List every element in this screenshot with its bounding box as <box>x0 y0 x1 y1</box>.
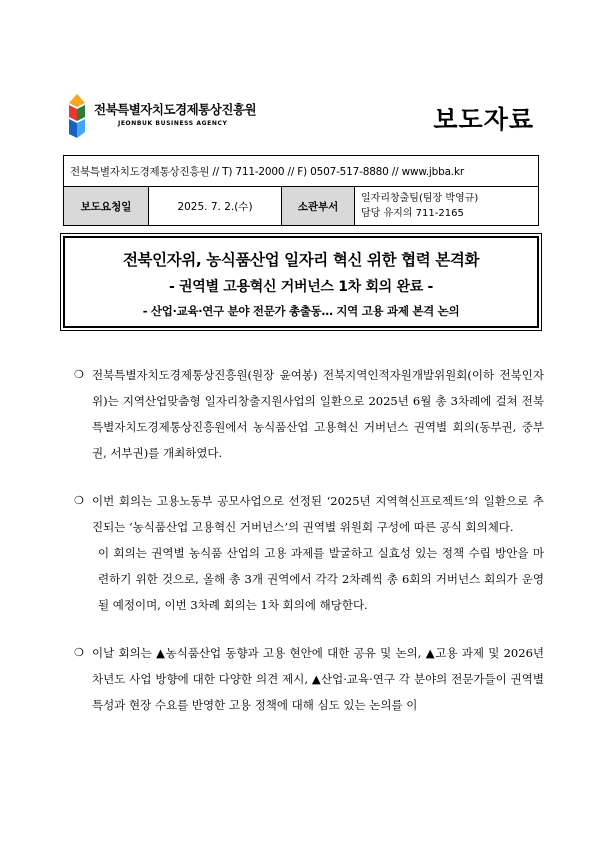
department-label: 소관부서 <box>282 187 355 226</box>
document-type-title: 보도자료 <box>433 105 534 134</box>
headline: 전북인자위, 농식품산업 일자리 혁신 위한 협력 본격화 <box>122 251 480 269</box>
paragraph-1-text: 전북특별자치도경제통상진흥원(원장 윤여봉) 전북지역인적자원개발위원회(이하 전북인자위)는 지역산업맞춤형 일자리창출지원사업의 일환으로 2025년 6월 총 3차례에 걸쳐 전북특별자치도경제통상진흥원에서 농식품산업 고용혁신 거버넌스 권역별 회의(동부권, 중부권, 서부권)를 개최하였다. <box>92 368 544 460</box>
org-english-name: JEONBUK BUSINESS AGENCY <box>118 120 228 127</box>
request-date-value: 2025. 7. 2.(수) <box>149 187 282 226</box>
paragraph-2 <box>74 488 544 618</box>
circle-bullet-icon: ❍ <box>74 494 84 507</box>
department-value <box>355 187 539 226</box>
sub-subheadline: - 산업·교육·연구 분야 전문가 총출동… 지역 고용 과제 본격 논의 <box>142 304 460 318</box>
circle-bullet-icon: ❍ <box>74 368 84 381</box>
paragraph-2-text: 이번 회의는 고용노동부 공모사업으로 선정된 ‘2025년 지역혁신프로젝트’의 일환으로 추진되는 ‘농식품산업 고용혁신 거버넌스’의 권역별 위원회 구성에 따른 공식 회의체다. <box>92 494 544 534</box>
org-name: 전북특별자치도경제통상진흥원 <box>94 102 257 117</box>
circle-bullet-icon: ❍ <box>74 646 84 659</box>
contact-line: 전북특별자치도경제통상진흥원 // T) 711-2000 // F) 0507-517-8880 // www.jbba.kr <box>64 156 539 187</box>
paragraph-3-text: 이날 회의는 ▲농식품산업 동향과 고용 현안에 대한 공유 및 논의, ▲고용 과제 및 2026년 차년도 사업 방향에 대한 다양한 의견 제시, ▲산업·교육·연구 각 분야의 전문가들이 권역별 특성과 현장 수요를 반영한 고용 정책에 대해 심도 있는 논의를 이 <box>92 646 544 712</box>
press-info-table <box>63 155 539 226</box>
department-contact: 담당 유지의 711-2165 <box>361 208 464 219</box>
paragraph-1 <box>74 362 544 466</box>
article-body <box>74 362 544 740</box>
paragraph-2-continuation: 이 회의는 권역별 농식품 산업의 고용 과제를 발굴하고 실효성 있는 정책 수립 방안을 마련하기 위한 것으로, 올해 총 3개 권역에서 각각 2차례씩 총 6회의 거버넌스 회의가 운영될 예정이며, 이번 3차례 회의는 1차 회의에 해당한다. <box>98 546 544 612</box>
request-date-label: 보도요청일 <box>64 187 149 226</box>
department-team: 일자리창출팀(팀장 박영규) <box>361 193 479 204</box>
paragraph-3 <box>74 640 544 718</box>
agency-logo-icon <box>66 94 88 140</box>
org-logo <box>66 94 266 140</box>
subheadline: - 권역별 고용혁신 거버넌스 1차 회의 완료 - <box>168 279 434 295</box>
headline-box <box>63 236 539 328</box>
